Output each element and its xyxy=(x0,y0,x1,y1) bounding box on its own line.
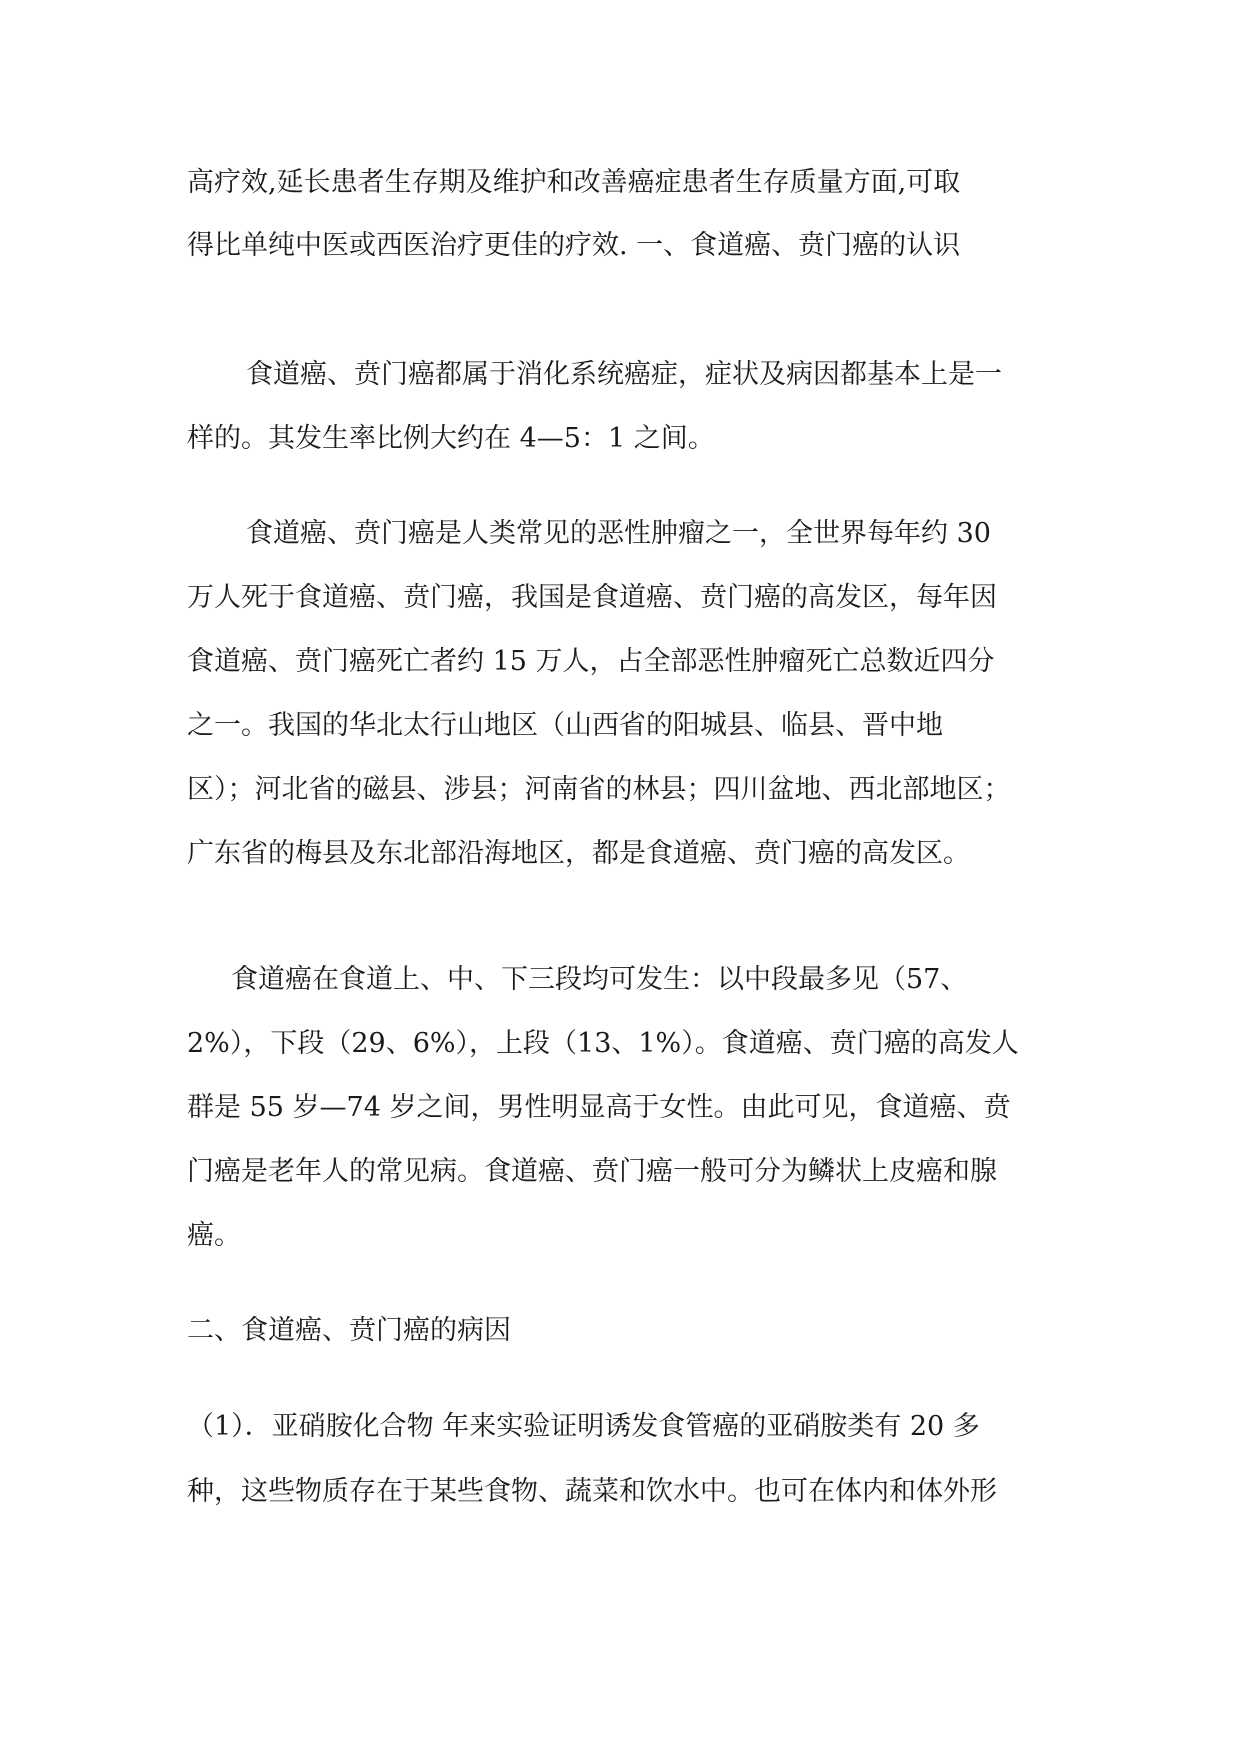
text-line: 区）；河北省的磁县、涉县；河南省的林县；四川盆地、西北部地区； xyxy=(187,774,1011,805)
text-line: 食道癌在食道上、中、下三段均可发生：以中段最多见（57、 xyxy=(231,964,968,995)
text-line: 门癌是老年人的常见病。食道癌、贲门癌一般可分为鳞状上皮癌和腺 xyxy=(187,1156,997,1187)
text-line: 高疗效,延长患者生存期及维护和改善癌症患者生存质量方面,可取 xyxy=(187,167,961,198)
text-line: 2%），下段（29、6%），上段（13、1%）。食道癌、贲门癌的高发人 xyxy=(187,1028,1019,1059)
text-line: 群是 55 岁—74 岁之间，男性明显高于女性。由此可见，食道癌、贲 xyxy=(187,1092,1011,1123)
text-line: 得比单纯中医或西医治疗更佳的疗效. 一、食道癌、贲门癌的认识 xyxy=(187,230,961,261)
text-line: 癌。 xyxy=(187,1220,241,1251)
text-line: 食道癌、贲门癌都属于消化系统癌症，症状及病因都基本上是一 xyxy=(246,359,1002,390)
text-line: 广东省的梅县及东北部沿海地区，都是食道癌、贲门癌的高发区。 xyxy=(187,838,970,869)
text-line: 之一。我国的华北太行山地区（山西省的阳城县、临县、晋中地 xyxy=(187,710,943,741)
section-heading: 二、食道癌、贲门癌的病因 xyxy=(187,1315,511,1346)
text-line: 万人死于食道癌、贲门癌，我国是食道癌、贲门癌的高发区，每年因 xyxy=(187,582,997,613)
text-line: （1）．亚硝胺化合物 年来实验证明诱发食管癌的亚硝胺类有 20 多 xyxy=(187,1411,980,1442)
text-line: 食道癌、贲门癌是人类常见的恶性肿瘤之一，全世界每年约 30 xyxy=(246,518,991,549)
text-line: 种，这些物质存在于某些食物、蔬菜和饮水中。也可在体内和体外形 xyxy=(187,1476,997,1507)
text-line: 样的。其发生率比例大约在 4—5：1 之间。 xyxy=(187,423,715,454)
text-line: 食道癌、贲门癌死亡者约 15 万人，占全部恶性肿瘤死亡总数近四分 xyxy=(187,646,995,677)
